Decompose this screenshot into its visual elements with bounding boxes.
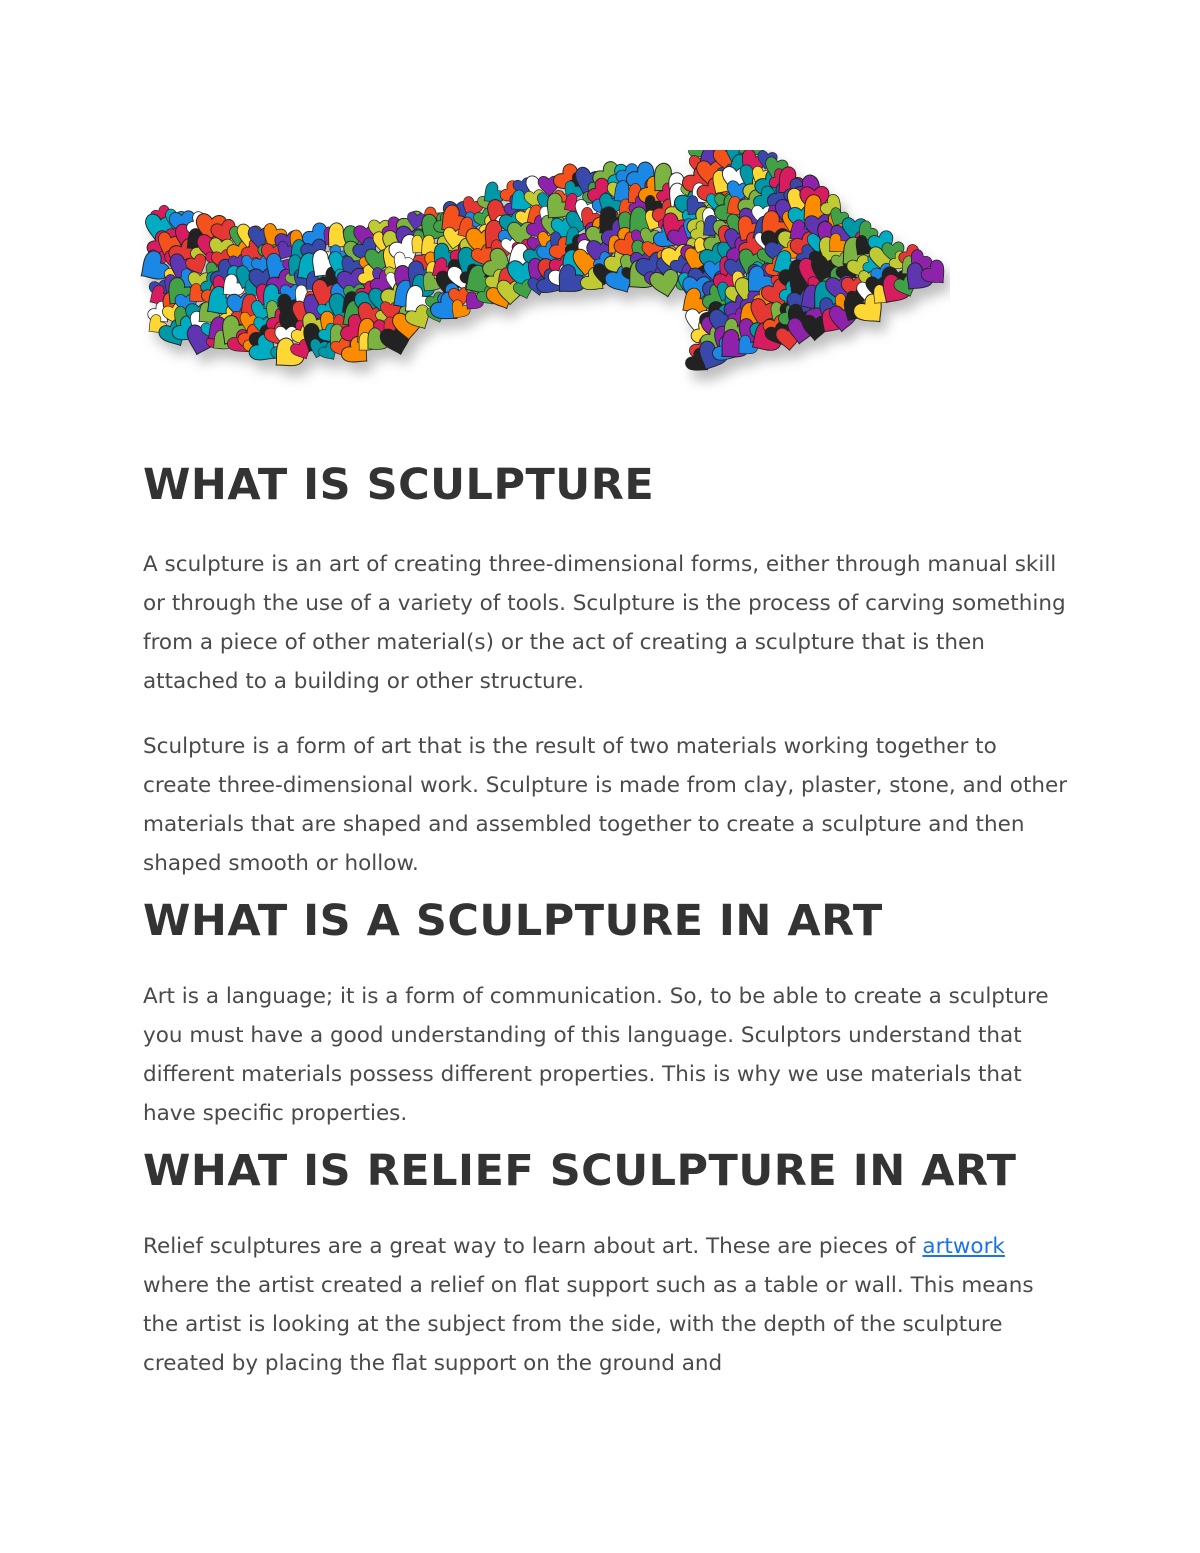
heart-mosaic-arrow <box>140 150 950 430</box>
paragraph-definition: A sculpture is an art of creating three-dimensional forms, either through manual skill or through the use of a variety of tools. Sculpture is the process of carving something from a piece of other material(s) or the act of creating a sculpture that is then attached to a building or other structure. <box>143 552 1066 694</box>
heading-sculpture-in-art: WHAT IS A SCULPTURE IN ART <box>143 896 883 946</box>
paragraph-materials: Sculpture is a form of art that is the result of two materials working together to create three-dimensional work. Sculpture is made from clay, plaster, stone, and other materials that are shaped and assembled together to create a sculpture and then shaped smooth or hollow. <box>143 734 1068 876</box>
sculpture-arrow-image <box>140 150 950 430</box>
artwork-link[interactable]: artwork <box>922 1234 1005 1259</box>
paragraph-relief <box>143 1227 1068 1383</box>
paragraph-language: Art is a language; it is a form of communication. So, to be able to create a sculpture you must have a good understanding of this language. Sculptors understand that different materials possess different properties. This is why we use materials that have specific properties. <box>143 984 1049 1126</box>
article-body <box>143 455 1068 1383</box>
heading-relief-sculpture: WHAT IS RELIEF SCULPTURE IN ART <box>143 1146 1017 1196</box>
heading-what-is-sculpture: WHAT IS SCULPTURE <box>143 460 655 510</box>
relief-text-after: where the artist created a relief on flat support such as a table or wall. This means the artist is looking at the subject from the side, with the depth of the sculpture created by placing the flat support on the ground and <box>143 1273 1034 1376</box>
relief-text-before: Relief sculptures are a great way to learn about art. These are pieces of <box>143 1234 923 1259</box>
